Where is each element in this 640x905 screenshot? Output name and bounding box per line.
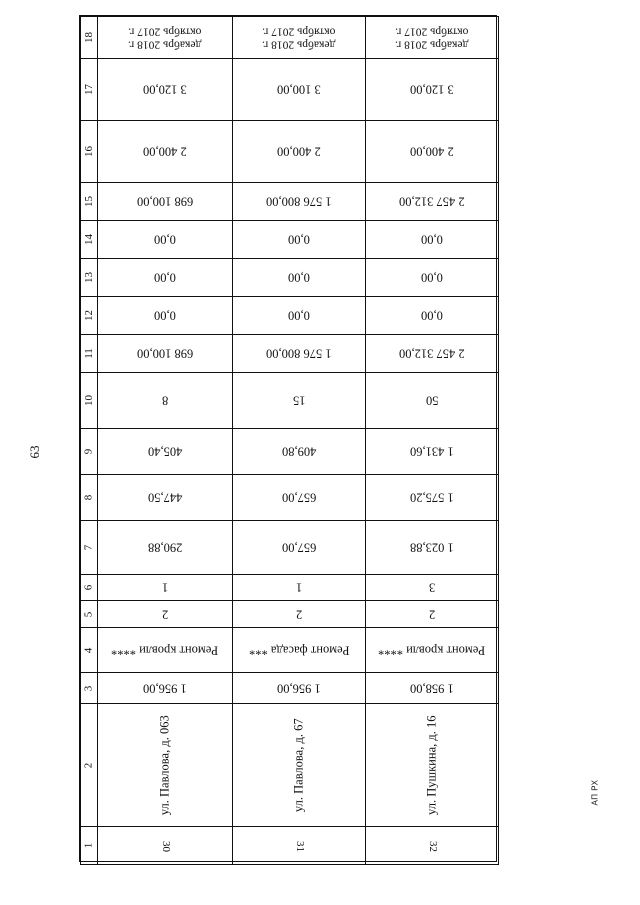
col-number: 2 (81, 704, 98, 827)
row-col-10 (81, 373, 499, 429)
cell-value: 1 575,20 (366, 475, 499, 521)
cell-value: 0,00 (366, 221, 499, 259)
row-col-16 (81, 121, 499, 183)
cell-value: 0,00 (98, 221, 233, 259)
cell-value: 0,00 (233, 259, 366, 297)
cell-value: 0,00 (366, 259, 499, 297)
cell-work-type: Ремонт кровли **** (98, 628, 233, 673)
row-col-11 (81, 335, 499, 373)
cell-value: 409,80 (233, 429, 366, 475)
row-col-12 (81, 297, 499, 335)
cell-item-number: 30 (98, 827, 233, 865)
cell-value: 2 (98, 601, 233, 628)
row-col-1 (81, 827, 499, 865)
cell-value: 3 120,00 (98, 59, 233, 121)
row-col-4 (81, 628, 499, 673)
cell-value: 2 457 312,00 (366, 183, 499, 221)
cell-period: декабрь 2018 г. октябрь 2017 г. (366, 17, 499, 59)
cell-value: 3 100,00 (233, 59, 366, 121)
col-number: 13 (81, 259, 98, 297)
row-col-14 (81, 221, 499, 259)
cell-value: 1 (98, 575, 233, 601)
row-col-18 (81, 17, 499, 59)
cell-value: 290,88 (98, 521, 233, 575)
cell-value: 2 (366, 601, 499, 628)
row-col-7 (81, 521, 499, 575)
col-number: 18 (81, 17, 98, 59)
cell-address: ул. Павлова, д. 67 (233, 704, 366, 827)
cell-value: 8 (98, 373, 233, 429)
archive-stamp: АП РХ (590, 779, 600, 806)
col-number: 15 (81, 183, 98, 221)
cell-value: 1 023,88 (366, 521, 499, 575)
row-col-2 (81, 704, 499, 827)
cell-value: 1 (233, 575, 366, 601)
col-number: 17 (81, 59, 98, 121)
col-number: 8 (81, 475, 98, 521)
cell-value: 2 400,00 (366, 121, 499, 183)
cell-area: 1 956,00 (98, 673, 233, 704)
cell-value: 2 400,00 (233, 121, 366, 183)
col-number: 5 (81, 601, 98, 628)
row-col-8 (81, 475, 499, 521)
row-col-6 (81, 575, 499, 601)
cell-address: ул. Пушкина, д. 16 (366, 704, 499, 827)
cell-area: 1 958,00 (366, 673, 499, 704)
col-number: 14 (81, 221, 98, 259)
cell-value: 405,40 (98, 429, 233, 475)
cell-item-number: 32 (366, 827, 499, 865)
cell-value: 0,00 (366, 297, 499, 335)
cell-work-type: Ремонт фасада *** (233, 628, 366, 673)
cell-period: декабрь 2018 г. октябрь 2017 г. (233, 17, 366, 59)
cell-value: 447,50 (98, 475, 233, 521)
cell-value: 2 (233, 601, 366, 628)
cell-value: 50 (366, 373, 499, 429)
cell-value: 698 100,00 (98, 335, 233, 373)
cell-value: 1 576 800,00 (233, 183, 366, 221)
repair-schedule-table (79, 15, 497, 862)
col-number: 4 (81, 628, 98, 673)
col-number: 3 (81, 673, 98, 704)
cell-value: 3 (366, 575, 499, 601)
page-number: 63 (27, 445, 42, 459)
row-col-3 (81, 673, 499, 704)
row-col-13 (81, 259, 499, 297)
cell-value: 0,00 (233, 297, 366, 335)
cell-value: 0,00 (98, 297, 233, 335)
row-col-15 (81, 183, 499, 221)
cell-value: 15 (233, 373, 366, 429)
cell-work-type: Ремонт кровли **** (366, 628, 499, 673)
cell-value: 698 100,00 (98, 183, 233, 221)
col-number: 11 (81, 335, 98, 373)
cell-value: 0,00 (233, 221, 366, 259)
col-number: 1 (81, 827, 98, 865)
cell-value: 657,00 (233, 475, 366, 521)
cell-address: ул. Павлова, д. 063 (98, 704, 233, 827)
row-col-9 (81, 429, 499, 475)
cell-value: 2 400,00 (98, 121, 233, 183)
cell-value: 657,00 (233, 521, 366, 575)
cell-value: 1 431,60 (366, 429, 499, 475)
col-number: 16 (81, 121, 98, 183)
col-number: 10 (81, 373, 98, 429)
cell-period: декабрь 2018 г. октябрь 2017 г. (98, 17, 233, 59)
col-number: 6 (81, 575, 98, 601)
row-col-5 (81, 601, 499, 628)
cell-value: 0,00 (98, 259, 233, 297)
cell-item-number: 31 (233, 827, 366, 865)
col-number: 9 (81, 429, 98, 475)
col-number: 12 (81, 297, 98, 335)
col-number: 7 (81, 521, 98, 575)
cell-value: 3 120,00 (366, 59, 499, 121)
cell-area: 1 956,00 (233, 673, 366, 704)
cell-value: 1 576 800,00 (233, 335, 366, 373)
cell-value: 2 457 312,00 (366, 335, 499, 373)
row-col-17 (81, 59, 499, 121)
